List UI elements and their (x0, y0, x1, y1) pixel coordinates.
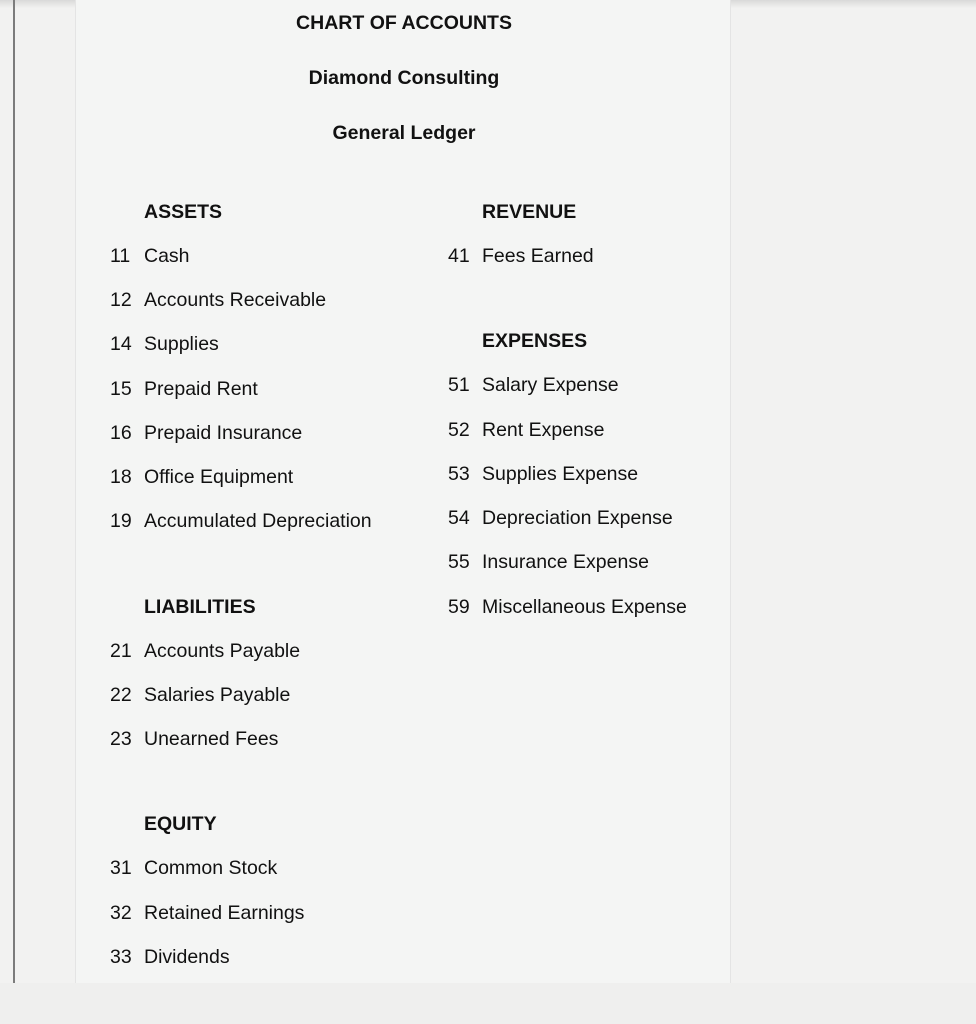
account-number: 41 (448, 245, 470, 267)
account-number: 59 (448, 596, 470, 618)
account-name: Fees Earned (482, 245, 594, 267)
account-name: Dividends (144, 946, 230, 968)
account-name: Salaries Payable (144, 684, 291, 706)
account-name: Prepaid Rent (144, 378, 258, 400)
account-number: 52 (448, 419, 470, 441)
account-name: Unearned Fees (144, 728, 279, 750)
account-name: Prepaid Insurance (144, 422, 303, 444)
account-name: Retained Earnings (144, 902, 305, 924)
account-name: Rent Expense (482, 419, 605, 441)
account-number: 55 (448, 551, 470, 573)
ledger-title: General Ledger (332, 122, 476, 144)
account-number: 31 (110, 857, 132, 879)
expenses-heading: EXPENSES (482, 330, 588, 352)
account-number: 18 (110, 466, 132, 488)
account-name: Salary Expense (482, 374, 619, 396)
assets-heading: ASSETS (144, 201, 223, 223)
left-border-line (13, 0, 15, 983)
account-name: Accounts Receivable (144, 289, 327, 311)
account-number: 54 (448, 507, 470, 529)
account-number: 22 (110, 684, 132, 706)
document-title: CHART OF ACCOUNTS (296, 12, 512, 34)
account-number: 21 (110, 640, 132, 662)
account-number: 53 (448, 463, 470, 485)
account-name: Accumulated Depreciation (144, 510, 372, 532)
account-name: Office Equipment (144, 466, 294, 488)
account-name: Miscellaneous Expense (482, 596, 687, 618)
document-page (75, 0, 731, 983)
equity-heading: EQUITY (144, 813, 217, 835)
liabilities-heading: LIABILITIES (144, 596, 256, 618)
account-name: Accounts Payable (144, 640, 301, 662)
account-number: 16 (110, 422, 132, 444)
account-number: 51 (448, 374, 470, 396)
account-number: 19 (110, 510, 132, 532)
account-number: 32 (110, 902, 132, 924)
account-number: 14 (110, 333, 132, 355)
account-number: 11 (110, 245, 131, 267)
revenue-heading: REVENUE (482, 201, 577, 223)
account-name: Depreciation Expense (482, 507, 673, 529)
account-number: 33 (110, 946, 132, 968)
account-name: Common Stock (144, 857, 278, 879)
viewer-bottom-background (0, 983, 976, 1024)
account-name: Insurance Expense (482, 551, 649, 573)
account-name: Cash (144, 245, 190, 267)
company-name: Diamond Consulting (308, 67, 500, 89)
account-name: Supplies (144, 333, 219, 355)
account-number: 12 (110, 289, 132, 311)
account-name: Supplies Expense (482, 463, 639, 485)
account-number: 15 (110, 378, 132, 400)
account-number: 23 (110, 728, 132, 750)
